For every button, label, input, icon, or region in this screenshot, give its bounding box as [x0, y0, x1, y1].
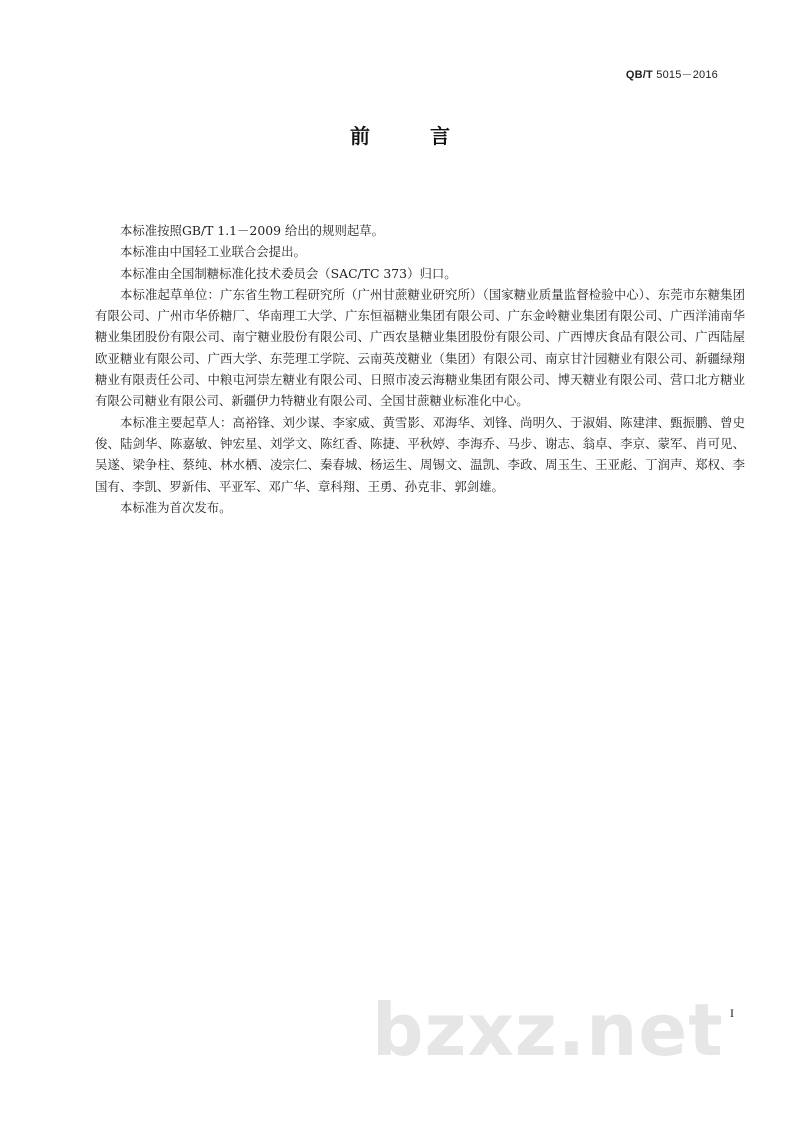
watermark: bzxz.net	[372, 988, 724, 1072]
paragraph-drafting-units: 本标准起草单位：广东省生物工程研究所（广州甘蔗糖业研究所）（国家糖业质量监督检验中心）、东莞市东糖集团有限公司、广州市华侨糖厂、华南理工大学、广东恒福糖业集团有限公司、广东金岭糖业集团有限公司、广西洋浦南华糖业集团股份有限公司、南宁糖业股份有限公司、广西农垦糖业集团股份有限公司、广西博庆食品有限公司、广西陆屋欧亚糖业有限公司、广西大学、东莞理工学院、云南英茂糖业（集团）有限公司、南京甘汁园糖业有限公司、新疆绿翔糖业有限责任公司、中粮屯河崇左糖业有限公司、日照市凌云海糖业集团有限公司、博天糖业有限公司、营口北方糖业有限公司糖业有限公司、新疆伊力特糖业有限公司、全国甘蔗糖业标准化中心。	[95, 286, 745, 409]
paragraph-first-release: 本标准为首次发布。	[120, 499, 232, 515]
page-number: I	[730, 1006, 734, 1020]
paragraph-drafting-rules: 本标准按照GB/T 1.1－2009 给出的规则起草。	[120, 223, 385, 238]
paragraph-drafters: 本标准主要起草人：高裕锋、刘少谋、李家威、黄雪影、邓海华、刘锋、尚明久、于淑娟、陈建津、甄振鹏、曾史俊、陆剑华、陈嘉敏、钟宏星、刘学文、陈红香、陈捷、平秋婷、李海乔、马步、谢志、翁卓、李京、蒙军、肖可见、吴遂、梁争柱、蔡纯、林水栖、凌宗仁、秦春城、杨运生、周锡文、温凯、李政、周玉生、王亚彪、丁润声、郑权、李国有、李凯、罗新伟、平亚军、邓广华、章科翔、王勇、孙克非、郭剑雄。	[95, 414, 745, 494]
paragraph-proposer: 本标准由中国轻工业联合会提出。	[120, 244, 306, 260]
paragraph-administrator: 本标准由全国制糖标准化技术委员会（SAC/TC 373）归口。	[120, 265, 457, 281]
foreword-body	[95, 220, 745, 518]
standard-number: 5015－2016	[656, 69, 718, 81]
standard-code	[626, 66, 718, 82]
page-title: 前 言	[350, 124, 470, 148]
standard-prefix: QB/T	[625, 69, 653, 81]
